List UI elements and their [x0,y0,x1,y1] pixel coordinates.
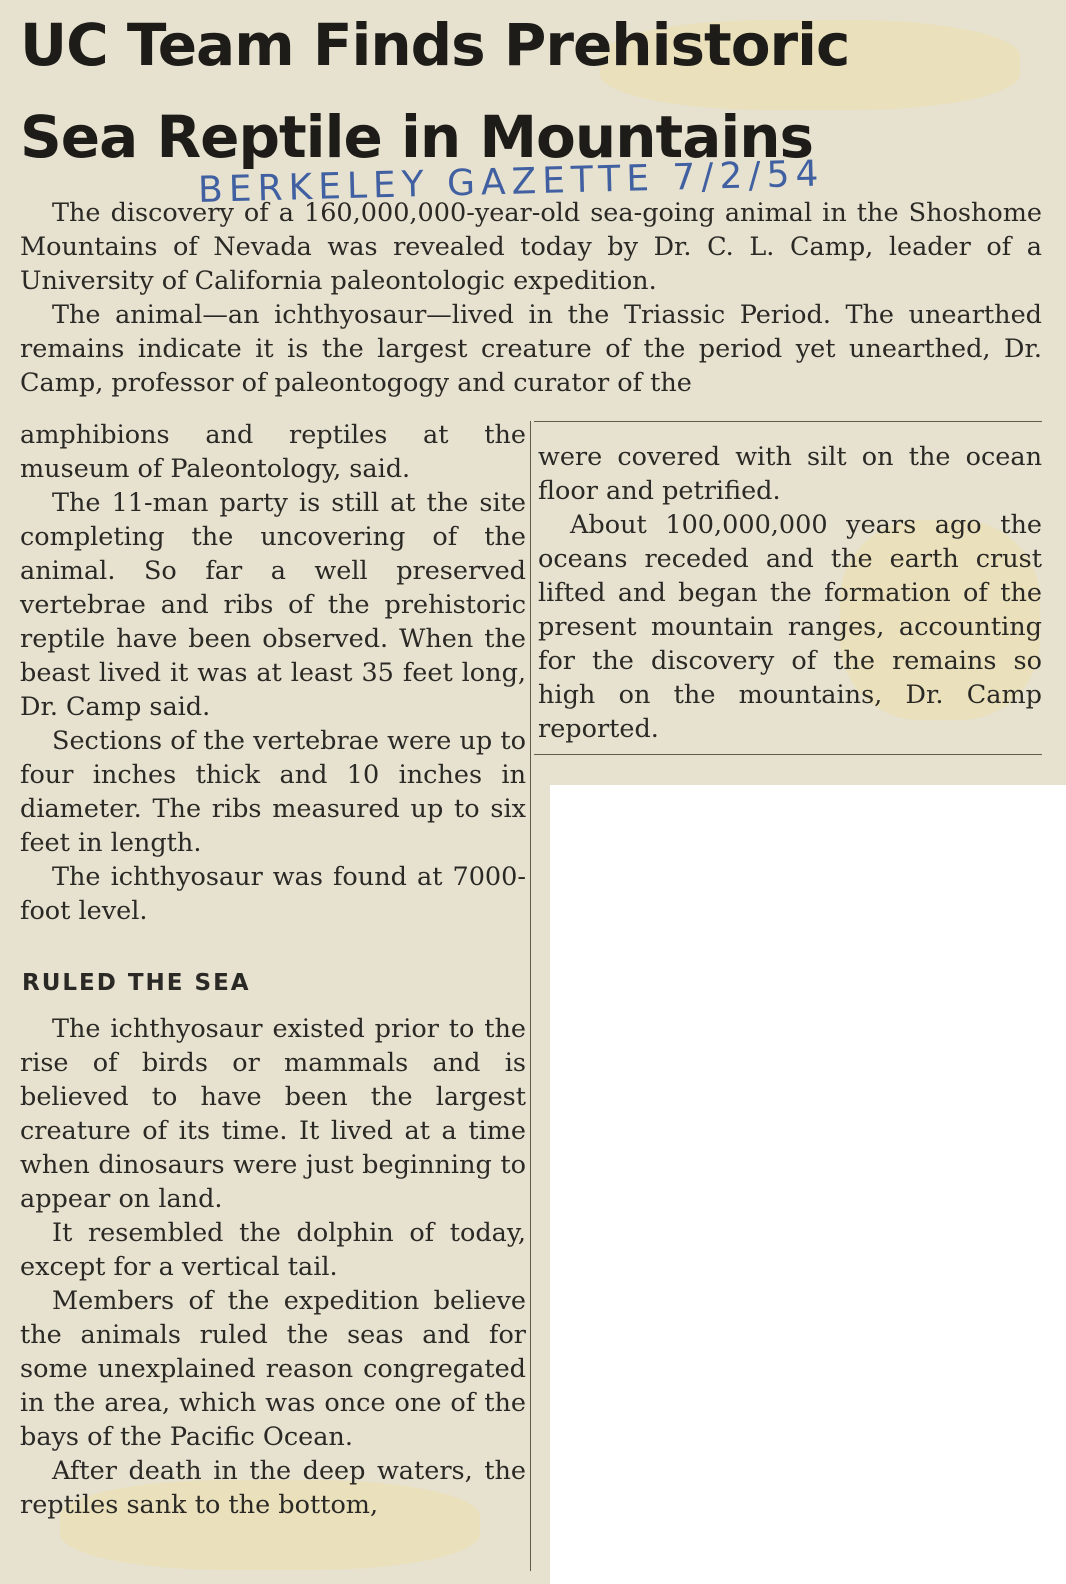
paragraph: Sections of the vertebrae were up to four inches thick and 10 inches in diameter. The ribs measured up to six feet in length. [20,726,526,858]
headline-line-2: Sea Reptile in Mountains [20,103,814,171]
right-column [538,440,1042,746]
handwritten-source-annotation: BERKELEY GAZETTE 7/2/54 [197,153,825,211]
section-subhead: RULED THE SEA [22,970,251,996]
paragraph: The 11-man party is still at the site completing the uncovering of the animal. So far a well preserved vertebrae and ribs of the prehistoric reptile have been observed. When the beast lived it was at least 35 feet long, Dr. Camp said. [20,488,526,722]
left-column [20,418,526,928]
column-bottom-rule [534,754,1042,755]
paragraph: were covered with silt on the ocean floor and petrified. [538,442,1042,506]
paragraph: Members of the expedition believe the animals ruled the seas and for some unexplained reason congregated in the area, which was once one of the bays of the Pacific Ocean. [20,1286,526,1452]
column-divider [530,421,531,1571]
paragraph: amphibions and reptiles at the museum of Paleontology, said. [20,420,526,484]
paragraph: The ichthyosaur was found at 7000-foot level. [20,862,526,926]
paragraph: It resembled the dolphin of today, except for a vertical tail. [20,1218,526,1282]
column-top-rule [534,421,1042,422]
headline-line-1: UC Team Finds Prehistoric [20,11,850,79]
left-column-continued [20,1012,526,1522]
paragraph: After death in the deep waters, the reptiles sank to the bottom, [20,1456,526,1520]
paragraph: The discovery of a 160,000,000-year-old sea-going animal in the Shoshome Mountains of Nevada was revealed today by Dr. C. L. Camp, leader of a University of California paleontologic expedition. [20,198,1042,296]
paragraph: The animal—an ichthyosaur—lived in the Triassic Period. The unearthed remains indicate it is the largest creature of the period yet unearthed, Dr. Camp, professor of paleontogogy and curator of the [20,300,1042,398]
lead-paragraphs [20,196,1042,400]
paragraph: About 100,000,000 years ago the oceans receded and the earth crust lifted and began the formation of the present mountain ranges, accounting for the discovery of the remains so high on the mountains, Dr. Camp reported. [538,510,1042,744]
paragraph: The ichthyosaur existed prior to the rise of birds or mammals and is believed to have been the largest creature of its time. It lived at a time when dinosaurs were just beginning to appear on land. [20,1014,526,1214]
